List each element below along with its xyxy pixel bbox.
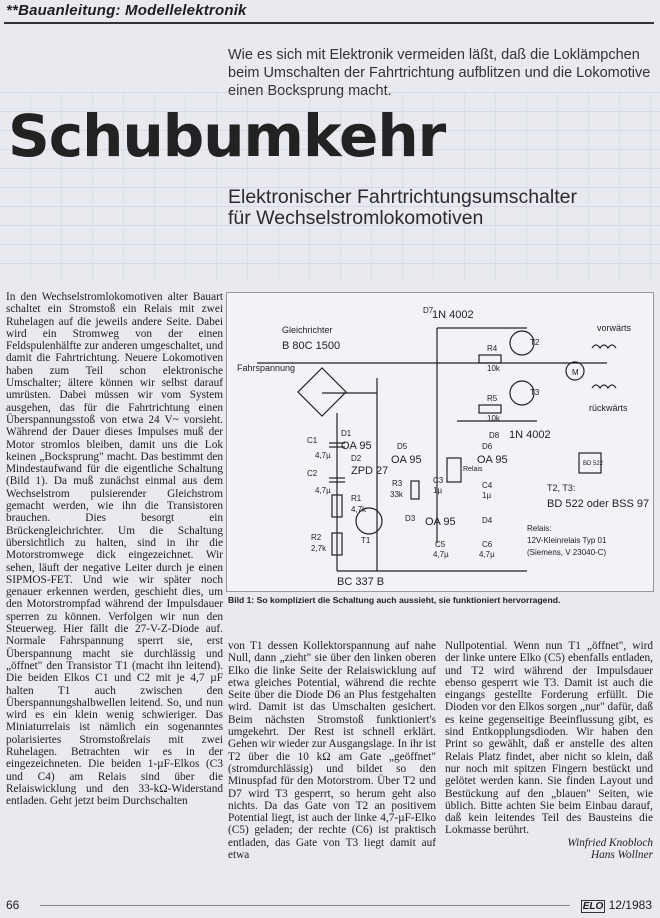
label-c3-value: 1µ [433, 486, 443, 495]
label-c1: C1 [307, 436, 318, 445]
label-t1: T1 [361, 536, 371, 545]
label-rueckwaerts: rückwärts [589, 403, 628, 413]
label-r4: R4 [487, 344, 498, 353]
author-2: Hans Wollner [590, 849, 653, 862]
author-1: Winfried Knobloch [567, 836, 653, 849]
label-c5-value: 4,7µ [433, 550, 449, 559]
label-t3: T3 [530, 388, 540, 397]
subtitle [228, 187, 648, 229]
label-r5: R5 [487, 394, 498, 403]
label-t2-t3: T2, T3: [547, 483, 576, 493]
issue-number: 12/1983 [608, 898, 652, 912]
label-fahrspannung: Fahrspannung [237, 363, 296, 373]
label-d2: D2 [351, 454, 362, 463]
schematic-figure [226, 292, 654, 592]
label-c1-value: 4,7µ [315, 451, 331, 460]
label-relais-type: 12V-Kleinrelais Typ 01 [527, 536, 607, 545]
label-relais-title: Relais: [527, 524, 552, 533]
resistor-r4-symbol [479, 355, 501, 363]
label-c6-value: 4,7µ [479, 550, 495, 559]
label-c3: C3 [433, 476, 444, 485]
label-vorwaerts: vorwärts [597, 323, 632, 333]
label-r1: R1 [351, 494, 362, 503]
label-r2: R2 [311, 533, 322, 542]
bridge-rectifier-symbol [298, 368, 346, 416]
article-column-1 [6, 291, 223, 807]
label-d1-type: OA 95 [341, 440, 372, 452]
page-number: 66 [6, 898, 20, 912]
label-motor: M [572, 368, 579, 377]
resistor-r5-symbol [479, 405, 501, 413]
label-c6: C6 [482, 540, 493, 549]
rubric-rule [4, 22, 654, 24]
label-rectifier: B 80C 1500 [282, 340, 341, 352]
label-r1-value: 4,7k [351, 505, 367, 514]
label-d6: D6 [482, 442, 493, 451]
label-c5: C5 [435, 540, 446, 549]
label-r5-value: 10k [487, 414, 500, 423]
label-relais: Relais [463, 466, 483, 473]
label-d6-type: OA 95 [477, 454, 508, 466]
label-c2: C2 [307, 469, 318, 478]
label-diode-1n4002-bottom: 1N 4002 [509, 429, 551, 441]
label-d2-type: ZPD 27 [351, 465, 389, 477]
intro-text: Wie es sich mit Elektronik vermeiden läßt, daß die Loklämpchen beim Umschalten der Fahrtrichtung aufblitzen und die Lokomotive einen Bocksprung macht. [228, 47, 651, 99]
label-d4: D4 [482, 516, 493, 525]
label-d3-d4-type: OA 95 [425, 516, 456, 528]
figure-caption: Bild 1: So kompliziert die Schaltung auch aussieht, sie funktioniert hervorragend. [228, 595, 561, 605]
label-r2-value: 2,7k [311, 544, 327, 553]
headline: Schubumkehr [8, 102, 446, 170]
label-gleichrichter: Gleichrichter [282, 325, 333, 335]
label-relais-maker: (Siemens, V 23040-C) [527, 548, 607, 557]
coil-forward-symbol [592, 345, 616, 348]
resistor-r3-symbol [411, 481, 419, 499]
label-bd522-pkg: BD 522 [583, 461, 604, 467]
label-d5-type: OA 95 [391, 454, 422, 466]
column-2-text: von T1 dessen Kollektorspannung auf nahe Null, dann „zieht" sie über den linken oberen Elko die linke Seite der Relaiswicklung auf etwa gleiches Potential, während die rechte Seite über die Diode D6 an Plus festgehalten wird. Damit ist das Umschalten gesichert. Beim nächsten Stromstoß funktioniert's umgekehrt. Der Rest ist schnell erklärt. Gehen wir wieder zur Ausgangslage. In ihr ist T2 über die 10 kΩ am Gate „geöffnet" (stromdurchlässig) und bildet so den Minuspfad für den Motorstrom. Über T2 und D7 wird T3 gesperrt, so herum geht also nichts. Da das Gate von T2 an positivem Potential liegt, ist auch der linke 4,7-µF-Elko (C5) geladen; der rechte (C6) ist praktisch entladen, das Gate von T3 liegt damit auf etwa [228, 640, 436, 862]
label-diode-1n4002-top: 1N 4002 [432, 309, 474, 321]
label-t2-t3-types: BD 522 oder BSS 97 [547, 498, 650, 510]
label-d7: D7 [423, 306, 434, 315]
label-c4-value: 1µ [482, 491, 492, 500]
relay-coil-symbol [447, 458, 461, 482]
label-r4-value: 10k [487, 364, 500, 373]
circuit-schematic [227, 293, 653, 591]
coil-reverse-symbol [592, 385, 616, 388]
subtitle-line-1: Elektronischer Fahrtrichtungsumschalter [228, 186, 577, 208]
label-d8: D8 [489, 431, 500, 440]
column-1-text: In den Wechselstromlokomotiven alter Bauart schaltet ein Stromstoß ein Relais mit zwei Ruhelagen auf die jeweils andere Seite. Dabei wird ein Stromweg von der einen Feldspulenhälfte zur anderen umgeschaltet, und damit die Fahrtrichtung. Neuere Lokomotiven haben zum Teil schon elektronische Umschalter; ältere können wir selbst darauf umrüsten. Dabei müssen wir vom System ausgehen, das für die Fahrtrichtung einen Überspannungsstoß von etwa 24 V~ vorsieht. Während der Dauer dieses Impulses muß der Motor stromlos bleiben, damit uns die Lok keinen „Bocksprung" macht. Das bestimmt den Mindestaufwand für die eigentliche Schaltung (Bild 1). Da muß zunächst einmal aus dem Wechselstrom pulsierender Gleichstrom gemacht werden, wie ihn die Transistoren brauchen. Dies besorgt ein Brückengleichrichter. Um die Schaltung übersichtlich zu halten, sind in ihr die Motorstromwege dick eingezeichnet. Wir sehen, läuft der negative Leiter durch je einen SIPMOS-FET. Und wie wir später noch genauer erkennen werden, geschieht dies, um den Motorstrompfad während der Impulsdauer sperren zu können. Verfolgen wir nun den Steuerweg. Hier fällt die 27-V-Z-Diode auf. Normale Fahrspannung sperrt sie, erst Überspannung macht sie durchlässig und „öffnet" den Transistor T1 (macht ihn leitend). Die beiden Elkos C1 und C2 mit je 4,7 µF halten T1 auch zwischen den Überspannungshalbwellen leitend. So, und nun wird es ein klein wenig schwieriger. Das Miniaturrelais ist nämlich ein sogenanntes polarisiertes Stromstoßrelais mit zwei Ruhelagen. Betrachten wir es in der eingezeichneten. Die beiden 1-µF-Elkos (C3 und C4) am Relais sind über die Relaiswicklung und den 33-kΩ-Widerstand entladen. Geht jetzt beim Durchschalten [6, 291, 223, 808]
label-d3: D3 [405, 514, 416, 523]
magazine-logo: ELO [582, 901, 604, 912]
label-r3-value: 33k [390, 490, 403, 499]
label-d1: D1 [341, 429, 352, 438]
subtitle-line-2: für Wechselstromlokomotiven [228, 207, 484, 229]
label-d5: D5 [397, 442, 408, 451]
label-r3: R3 [392, 479, 403, 488]
column-3-text: Nullpotential. Wenn nun T1 „öffnet", wird der linke untere Elko (C5) ebenfalls entladen, und T2 wird während der Impulsdauer ebenso gesperrt wie T3. Damit ist auch die eingangs gestellte Forderung erfüllt. Die Dioden vor den Elkos sorgen „nur" dafür, daß es keine gegenseitige Beeinflussung gibt, es sind Entkopplungsdioden. Wir haben den Print so gewählt, daß er anstelle des alten Relais Platz findet, aber nicht so klein, daß nur noch mit spitzen Fingern bestückt und gelötet werden kann. Sie finden Layout und Bestückung auf den „blauen" Seiten, wie üblich. Bitte achten Sie beim Einbau darauf, daß kein leitendes Teil des Bausteins die Lokmasse berührt. [445, 640, 653, 837]
label-t1-type: BC 337 B [337, 576, 385, 588]
rubric: **Bauanleitung: Modellelektronik [6, 2, 247, 19]
label-c2-value: 4,7µ [315, 486, 331, 495]
article-column-2 [228, 640, 436, 861]
magazine-issue [581, 898, 652, 912]
label-t2: T2 [530, 338, 540, 347]
label-c4: C4 [482, 481, 493, 490]
article-column-3 [445, 640, 653, 861]
footer-rule [40, 905, 570, 906]
